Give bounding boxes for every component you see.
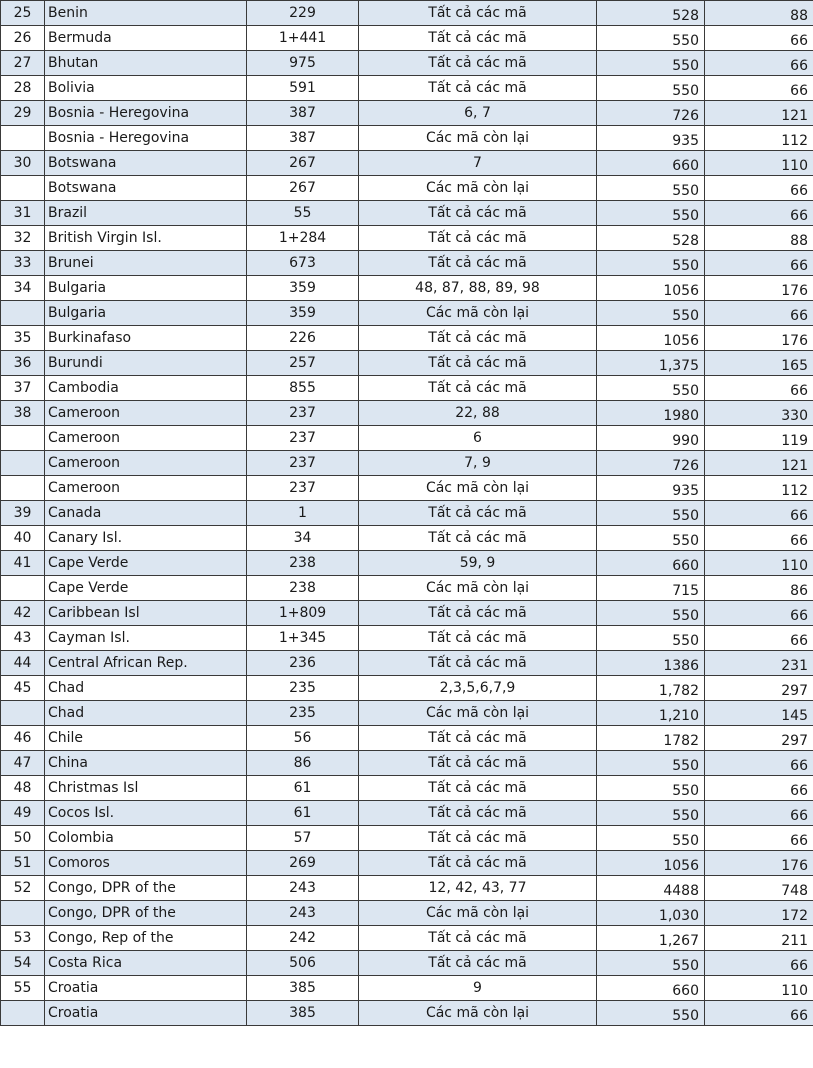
dial-code: 237 — [247, 426, 359, 451]
table-row — [1, 501, 813, 526]
code-scope: Tất cả các mã — [359, 26, 597, 51]
code-scope: 12, 42, 43, 77 — [359, 876, 597, 901]
country-name: Brunei — [45, 251, 247, 276]
rate-a: 1,210 — [597, 701, 705, 726]
rate-b: 88 — [705, 1, 813, 26]
row-number: 27 — [1, 51, 45, 76]
code-scope: Tất cả các mã — [359, 926, 597, 951]
rates-table-body — [1, 1, 813, 1026]
rate-a: 528 — [597, 226, 705, 251]
rate-b: 66 — [705, 801, 813, 826]
row-number — [1, 701, 45, 726]
rate-a: 528 — [597, 1, 705, 26]
dial-code: 385 — [247, 976, 359, 1001]
rate-a: 550 — [597, 51, 705, 76]
table-row — [1, 676, 813, 701]
code-scope: Các mã còn lại — [359, 901, 597, 926]
code-scope: Tất cả các mã — [359, 526, 597, 551]
dial-code: 235 — [247, 676, 359, 701]
rate-b: 66 — [705, 301, 813, 326]
dial-code: 86 — [247, 751, 359, 776]
row-number — [1, 301, 45, 326]
table-row — [1, 251, 813, 276]
rate-b: 66 — [705, 826, 813, 851]
row-number: 37 — [1, 376, 45, 401]
rate-a: 1,267 — [597, 926, 705, 951]
country-name: Costa Rica — [45, 951, 247, 976]
rate-b: 66 — [705, 51, 813, 76]
code-scope: 59, 9 — [359, 551, 597, 576]
rate-a: 550 — [597, 176, 705, 201]
rate-a: 660 — [597, 976, 705, 1001]
rate-b: 66 — [705, 626, 813, 651]
rate-a: 1056 — [597, 851, 705, 876]
code-scope: 9 — [359, 976, 597, 1001]
row-number: 46 — [1, 726, 45, 751]
row-number: 51 — [1, 851, 45, 876]
row-number: 48 — [1, 776, 45, 801]
row-number: 33 — [1, 251, 45, 276]
rate-b: 66 — [705, 1001, 813, 1026]
row-number — [1, 476, 45, 501]
rate-b: 66 — [705, 26, 813, 51]
row-number — [1, 576, 45, 601]
dial-code: 1+809 — [247, 601, 359, 626]
dial-code: 267 — [247, 151, 359, 176]
table-row — [1, 1, 813, 26]
dial-code: 387 — [247, 126, 359, 151]
row-number: 50 — [1, 826, 45, 851]
row-number: 47 — [1, 751, 45, 776]
country-name: Bolivia — [45, 76, 247, 101]
row-number: 54 — [1, 951, 45, 976]
rate-a: 660 — [597, 551, 705, 576]
table-row — [1, 101, 813, 126]
row-number: 32 — [1, 226, 45, 251]
table-row — [1, 976, 813, 1001]
table-row — [1, 476, 813, 501]
table-row — [1, 151, 813, 176]
dial-code: 226 — [247, 326, 359, 351]
country-name: Botswana — [45, 176, 247, 201]
country-name: Cape Verde — [45, 551, 247, 576]
rate-b: 88 — [705, 226, 813, 251]
code-scope: Tất cả các mã — [359, 351, 597, 376]
rate-a: 550 — [597, 376, 705, 401]
rate-b: 110 — [705, 976, 813, 1001]
dial-code: 591 — [247, 76, 359, 101]
dial-code: 385 — [247, 1001, 359, 1026]
code-scope: Tất cả các mã — [359, 651, 597, 676]
rate-a: 1,030 — [597, 901, 705, 926]
row-number: 25 — [1, 1, 45, 26]
code-scope: Tất cả các mã — [359, 376, 597, 401]
code-scope: Tất cả các mã — [359, 951, 597, 976]
rate-a: 935 — [597, 126, 705, 151]
table-row — [1, 551, 813, 576]
country-name: Chile — [45, 726, 247, 751]
dial-code: 235 — [247, 701, 359, 726]
rate-a: 1386 — [597, 651, 705, 676]
dial-code: 238 — [247, 551, 359, 576]
dial-code: 1+441 — [247, 26, 359, 51]
table-row — [1, 176, 813, 201]
row-number: 55 — [1, 976, 45, 1001]
row-number: 41 — [1, 551, 45, 576]
code-scope: Tất cả các mã — [359, 251, 597, 276]
table-row — [1, 201, 813, 226]
rate-a: 4488 — [597, 876, 705, 901]
row-number — [1, 426, 45, 451]
rate-a: 550 — [597, 601, 705, 626]
row-number: 42 — [1, 601, 45, 626]
code-scope: Tất cả các mã — [359, 751, 597, 776]
country-name: Colombia — [45, 826, 247, 851]
code-scope: 48, 87, 88, 89, 98 — [359, 276, 597, 301]
country-name: Croatia — [45, 1001, 247, 1026]
table-row — [1, 301, 813, 326]
dial-code: 267 — [247, 176, 359, 201]
country-name: Cameroon — [45, 401, 247, 426]
dial-code: 61 — [247, 776, 359, 801]
code-scope: Tất cả các mã — [359, 226, 597, 251]
rate-b: 112 — [705, 476, 813, 501]
rate-b: 330 — [705, 401, 813, 426]
country-name: Central African Rep. — [45, 651, 247, 676]
country-name: Benin — [45, 1, 247, 26]
dial-code: 229 — [247, 1, 359, 26]
country-name: British Virgin Isl. — [45, 226, 247, 251]
country-name: Cape Verde — [45, 576, 247, 601]
rate-b: 112 — [705, 126, 813, 151]
rate-a: 550 — [597, 626, 705, 651]
row-number: 26 — [1, 26, 45, 51]
country-name: Bermuda — [45, 26, 247, 51]
country-name: Brazil — [45, 201, 247, 226]
rate-a: 715 — [597, 576, 705, 601]
country-name: China — [45, 751, 247, 776]
code-scope: Tất cả các mã — [359, 76, 597, 101]
rate-a: 1,375 — [597, 351, 705, 376]
table-row — [1, 826, 813, 851]
code-scope: Các mã còn lại — [359, 701, 597, 726]
rate-b: 165 — [705, 351, 813, 376]
row-number: 38 — [1, 401, 45, 426]
country-name: Congo, DPR of the — [45, 876, 247, 901]
code-scope: 6, 7 — [359, 101, 597, 126]
country-name: Bosnia - Heregovina — [45, 101, 247, 126]
rate-b: 86 — [705, 576, 813, 601]
code-scope: Các mã còn lại — [359, 476, 597, 501]
row-number: 43 — [1, 626, 45, 651]
dial-code: 855 — [247, 376, 359, 401]
country-name: Cocos Isl. — [45, 801, 247, 826]
rate-b: 66 — [705, 526, 813, 551]
dial-code: 975 — [247, 51, 359, 76]
country-name: Congo, Rep of the — [45, 926, 247, 951]
rate-b: 172 — [705, 901, 813, 926]
code-scope: Các mã còn lại — [359, 176, 597, 201]
row-number: 31 — [1, 201, 45, 226]
rate-b: 66 — [705, 251, 813, 276]
dial-code: 56 — [247, 726, 359, 751]
rate-b: 176 — [705, 276, 813, 301]
rate-a: 1,782 — [597, 676, 705, 701]
row-number: 40 — [1, 526, 45, 551]
country-name: Botswana — [45, 151, 247, 176]
dial-code: 359 — [247, 276, 359, 301]
row-number: 52 — [1, 876, 45, 901]
rate-b: 110 — [705, 151, 813, 176]
country-name: Bhutan — [45, 51, 247, 76]
table-row — [1, 426, 813, 451]
rate-a: 550 — [597, 526, 705, 551]
rate-b: 231 — [705, 651, 813, 676]
rate-a: 990 — [597, 426, 705, 451]
table-row — [1, 751, 813, 776]
code-scope: Tất cả các mã — [359, 601, 597, 626]
table-row — [1, 26, 813, 51]
rate-b: 211 — [705, 926, 813, 951]
country-name: Bulgaria — [45, 276, 247, 301]
table-row — [1, 651, 813, 676]
table-row — [1, 801, 813, 826]
row-number: 30 — [1, 151, 45, 176]
rate-a: 550 — [597, 751, 705, 776]
row-number — [1, 451, 45, 476]
code-scope: Tất cả các mã — [359, 826, 597, 851]
table-row — [1, 626, 813, 651]
country-name: Cambodia — [45, 376, 247, 401]
rate-a: 726 — [597, 451, 705, 476]
dial-code: 238 — [247, 576, 359, 601]
rate-b: 176 — [705, 851, 813, 876]
code-scope: Tất cả các mã — [359, 1, 597, 26]
rate-a: 550 — [597, 826, 705, 851]
row-number — [1, 901, 45, 926]
dial-code: 57 — [247, 826, 359, 851]
country-name: Burkinafaso — [45, 326, 247, 351]
dial-code: 506 — [247, 951, 359, 976]
code-scope: Các mã còn lại — [359, 126, 597, 151]
table-row — [1, 451, 813, 476]
rate-b: 145 — [705, 701, 813, 726]
rate-a: 550 — [597, 501, 705, 526]
table-row — [1, 226, 813, 251]
country-name: Burundi — [45, 351, 247, 376]
table-row — [1, 526, 813, 551]
rate-b: 110 — [705, 551, 813, 576]
table-row — [1, 51, 813, 76]
rate-a: 550 — [597, 76, 705, 101]
code-scope: Các mã còn lại — [359, 301, 597, 326]
table-row — [1, 901, 813, 926]
rate-a: 550 — [597, 201, 705, 226]
dial-code: 237 — [247, 451, 359, 476]
rate-a: 550 — [597, 951, 705, 976]
row-number — [1, 1001, 45, 1026]
table-row — [1, 1001, 813, 1026]
code-scope: Các mã còn lại — [359, 576, 597, 601]
rate-a: 1056 — [597, 276, 705, 301]
dial-code: 269 — [247, 851, 359, 876]
rate-a: 550 — [597, 251, 705, 276]
table-row — [1, 876, 813, 901]
code-scope: Các mã còn lại — [359, 1001, 597, 1026]
dial-code: 673 — [247, 251, 359, 276]
rate-a: 1782 — [597, 726, 705, 751]
table-row — [1, 326, 813, 351]
country-name: Cameroon — [45, 451, 247, 476]
row-number: 39 — [1, 501, 45, 526]
code-scope: 2,3,5,6,7,9 — [359, 676, 597, 701]
dial-code: 243 — [247, 901, 359, 926]
table-row — [1, 726, 813, 751]
rate-a: 1056 — [597, 326, 705, 351]
table-row — [1, 126, 813, 151]
rate-b: 66 — [705, 751, 813, 776]
table-row — [1, 601, 813, 626]
rate-b: 66 — [705, 176, 813, 201]
rate-b: 176 — [705, 326, 813, 351]
dial-code: 237 — [247, 476, 359, 501]
dial-code: 359 — [247, 301, 359, 326]
code-scope: Tất cả các mã — [359, 726, 597, 751]
rate-b: 297 — [705, 676, 813, 701]
rate-a: 935 — [597, 476, 705, 501]
country-name: Cameroon — [45, 426, 247, 451]
table-row — [1, 776, 813, 801]
rate-a: 550 — [597, 301, 705, 326]
dial-code: 55 — [247, 201, 359, 226]
rate-b: 66 — [705, 776, 813, 801]
row-number: 36 — [1, 351, 45, 376]
country-name: Comoros — [45, 851, 247, 876]
country-name: Chad — [45, 676, 247, 701]
dial-code: 1 — [247, 501, 359, 526]
rate-a: 1980 — [597, 401, 705, 426]
dial-code: 236 — [247, 651, 359, 676]
row-number: 44 — [1, 651, 45, 676]
rate-a: 550 — [597, 801, 705, 826]
country-name: Cameroon — [45, 476, 247, 501]
rate-b: 121 — [705, 451, 813, 476]
rate-b: 748 — [705, 876, 813, 901]
country-name: Chad — [45, 701, 247, 726]
country-name: Cayman Isl. — [45, 626, 247, 651]
country-name: Bosnia - Heregovina — [45, 126, 247, 151]
country-name: Caribbean Isl — [45, 601, 247, 626]
rate-b: 66 — [705, 501, 813, 526]
rate-b: 66 — [705, 951, 813, 976]
table-row — [1, 926, 813, 951]
row-number — [1, 126, 45, 151]
dial-code: 34 — [247, 526, 359, 551]
code-scope: Tất cả các mã — [359, 51, 597, 76]
code-scope: 6 — [359, 426, 597, 451]
country-name: Christmas Isl — [45, 776, 247, 801]
rate-a: 726 — [597, 101, 705, 126]
code-scope: Tất cả các mã — [359, 851, 597, 876]
code-scope: Tất cả các mã — [359, 326, 597, 351]
table-row — [1, 576, 813, 601]
code-scope: Tất cả các mã — [359, 626, 597, 651]
table-row — [1, 276, 813, 301]
table-row — [1, 401, 813, 426]
rate-b: 66 — [705, 76, 813, 101]
row-number: 28 — [1, 76, 45, 101]
row-number: 34 — [1, 276, 45, 301]
table-row — [1, 351, 813, 376]
dial-code: 387 — [247, 101, 359, 126]
country-name: Canary Isl. — [45, 526, 247, 551]
table-row — [1, 951, 813, 976]
code-scope: Tất cả các mã — [359, 801, 597, 826]
table-row — [1, 376, 813, 401]
rate-b: 66 — [705, 601, 813, 626]
dial-code: 1+284 — [247, 226, 359, 251]
rate-b: 66 — [705, 201, 813, 226]
dial-code: 1+345 — [247, 626, 359, 651]
dial-code: 61 — [247, 801, 359, 826]
row-number: 29 — [1, 101, 45, 126]
row-number: 53 — [1, 926, 45, 951]
row-number: 35 — [1, 326, 45, 351]
country-name: Canada — [45, 501, 247, 526]
row-number: 45 — [1, 676, 45, 701]
dial-code: 242 — [247, 926, 359, 951]
rate-a: 660 — [597, 151, 705, 176]
table-row — [1, 701, 813, 726]
code-scope: Tất cả các mã — [359, 501, 597, 526]
dial-code: 243 — [247, 876, 359, 901]
rate-b: 66 — [705, 376, 813, 401]
country-name: Congo, DPR of the — [45, 901, 247, 926]
code-scope: 7 — [359, 151, 597, 176]
dial-code: 257 — [247, 351, 359, 376]
rate-b: 119 — [705, 426, 813, 451]
code-scope: Tất cả các mã — [359, 776, 597, 801]
row-number — [1, 176, 45, 201]
rate-a: 550 — [597, 776, 705, 801]
dial-code: 237 — [247, 401, 359, 426]
table-row — [1, 851, 813, 876]
country-name: Bulgaria — [45, 301, 247, 326]
code-scope: 7, 9 — [359, 451, 597, 476]
rate-a: 550 — [597, 26, 705, 51]
row-number: 49 — [1, 801, 45, 826]
code-scope: 22, 88 — [359, 401, 597, 426]
rate-b: 121 — [705, 101, 813, 126]
rate-a: 550 — [597, 1001, 705, 1026]
rate-b: 297 — [705, 726, 813, 751]
table-row — [1, 76, 813, 101]
code-scope: Tất cả các mã — [359, 201, 597, 226]
country-name: Croatia — [45, 976, 247, 1001]
